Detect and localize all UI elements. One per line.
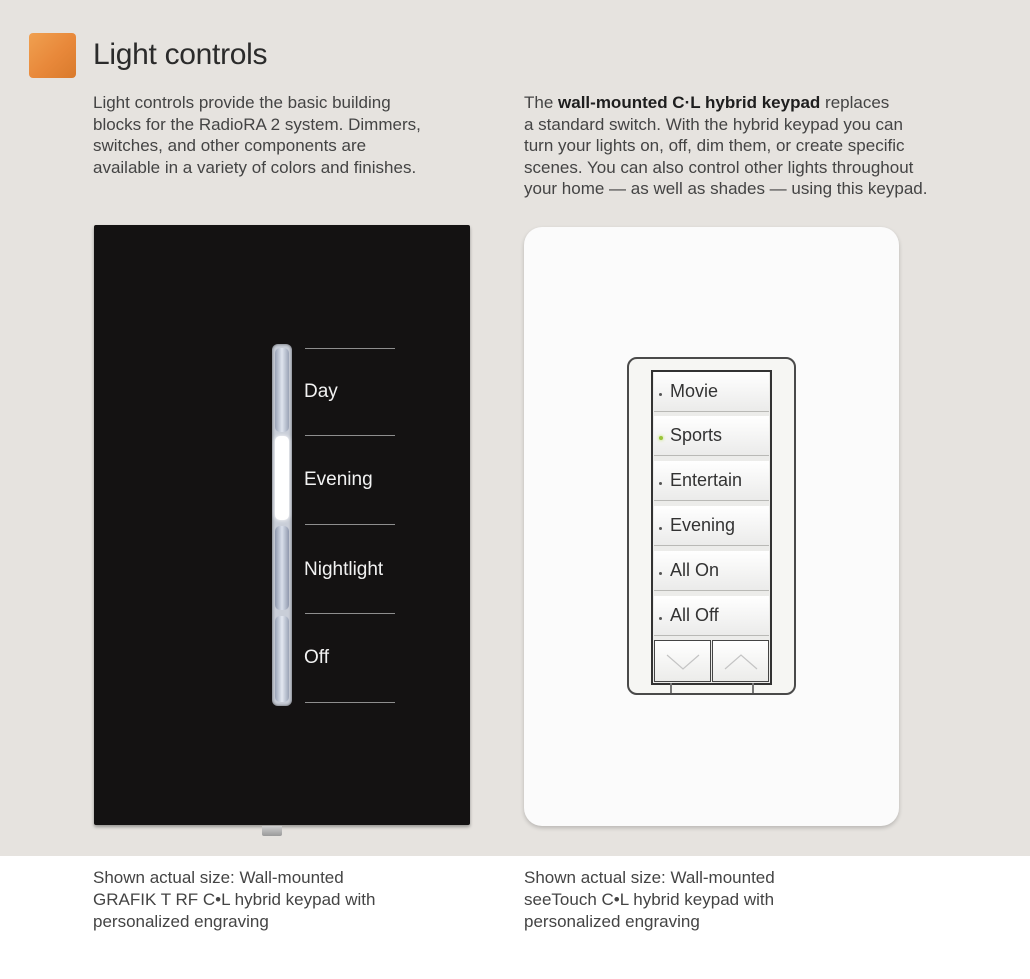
keypad-button-label: Evening [670, 515, 736, 535]
keypad-button-label: Sports [670, 425, 723, 445]
slider-segment-day [275, 348, 289, 432]
caption-right-line-2: seeTouch C•L hybrid keypad with [524, 890, 775, 909]
keypad-raise-button[interactable] [712, 640, 769, 682]
chevron-down-icon [663, 647, 703, 675]
caption-grafik [93, 867, 453, 933]
intro-right-line-4: scenes. You can also control other lights throughout [524, 157, 914, 177]
keypad-button-label: All On [670, 560, 720, 580]
intro-right-prefix: The [524, 93, 559, 112]
scene-divider [305, 348, 395, 349]
slider-segment-evening [275, 436, 289, 520]
scene-divider [305, 702, 395, 703]
intro-left-line-4: available in a variety of colors and finishes. [93, 157, 417, 177]
status-led [659, 617, 662, 620]
status-led [659, 482, 662, 485]
chevron-up-icon [721, 647, 761, 675]
page-title: Light controls [93, 38, 268, 71]
scene-label-evening[interactable]: Evening [304, 469, 373, 490]
intro-paragraph-left [93, 92, 473, 178]
intro-right-line-5: your home — as well as shades — using this keypad. [524, 179, 928, 198]
status-led [659, 393, 662, 396]
keypad-button-label: Entertain [670, 470, 743, 490]
keypad-button-sports[interactable] [654, 416, 769, 456]
scene-label-off[interactable]: Off [304, 647, 329, 668]
intro-left-line-2: blocks for the RadioRA 2 system. Dimmers, [93, 114, 421, 134]
intro-paragraph-right [524, 92, 984, 200]
scene-label-day[interactable]: Day [304, 381, 338, 402]
caption-left-line-1: Shown actual size: Wall-mounted [93, 868, 344, 887]
keypad-lower-button[interactable] [654, 640, 711, 682]
scene-label-nightlight[interactable]: Nightlight [304, 559, 384, 580]
section-accent-square [29, 33, 76, 78]
intro-right-line-1-suffix: replaces [820, 93, 890, 112]
intro-right-line-3: turn your lights on, off, dim them, or create specific [524, 136, 905, 155]
scene-divider [305, 524, 395, 525]
caption-left-line-3: personalized engraving [93, 912, 269, 931]
frame-pin [670, 683, 672, 693]
keypad-button-label: Movie [670, 381, 719, 401]
slider-segment-off [275, 616, 289, 702]
caption-seetouch [524, 867, 884, 933]
frame-pin [752, 683, 754, 693]
intro-right-line-2: a standard switch. With the hybrid keypad you can [524, 114, 903, 134]
keypad-button-movie[interactable] [654, 372, 769, 412]
intro-left-line-3: switches, and other components are [93, 136, 367, 155]
intro-right-bold-product: wall-mounted C·L hybrid keypad [558, 93, 821, 112]
grafik-scene-slider[interactable] [272, 344, 292, 706]
slider-segment-nightlight [275, 526, 289, 610]
scene-divider [305, 613, 395, 614]
caption-right-line-1: Shown actual size: Wall-mounted [524, 868, 775, 887]
intro-left-line-1: Light controls provide the basic building [93, 93, 391, 112]
scene-divider [305, 435, 395, 436]
grafik-keypad-bottom-tab [262, 826, 282, 836]
status-led [659, 527, 662, 530]
keypad-button-entertain[interactable] [654, 461, 769, 501]
keypad-button-all-off[interactable] [654, 596, 769, 636]
caption-left-line-2: GRAFIK T RF C•L hybrid keypad with [93, 890, 376, 909]
caption-right-line-3: personalized engraving [524, 912, 700, 931]
keypad-button-evening[interactable] [654, 506, 769, 546]
keypad-button-all-on[interactable] [654, 551, 769, 591]
status-led [659, 572, 662, 575]
keypad-button-label: All Off [670, 605, 719, 625]
status-led-active [659, 436, 663, 440]
